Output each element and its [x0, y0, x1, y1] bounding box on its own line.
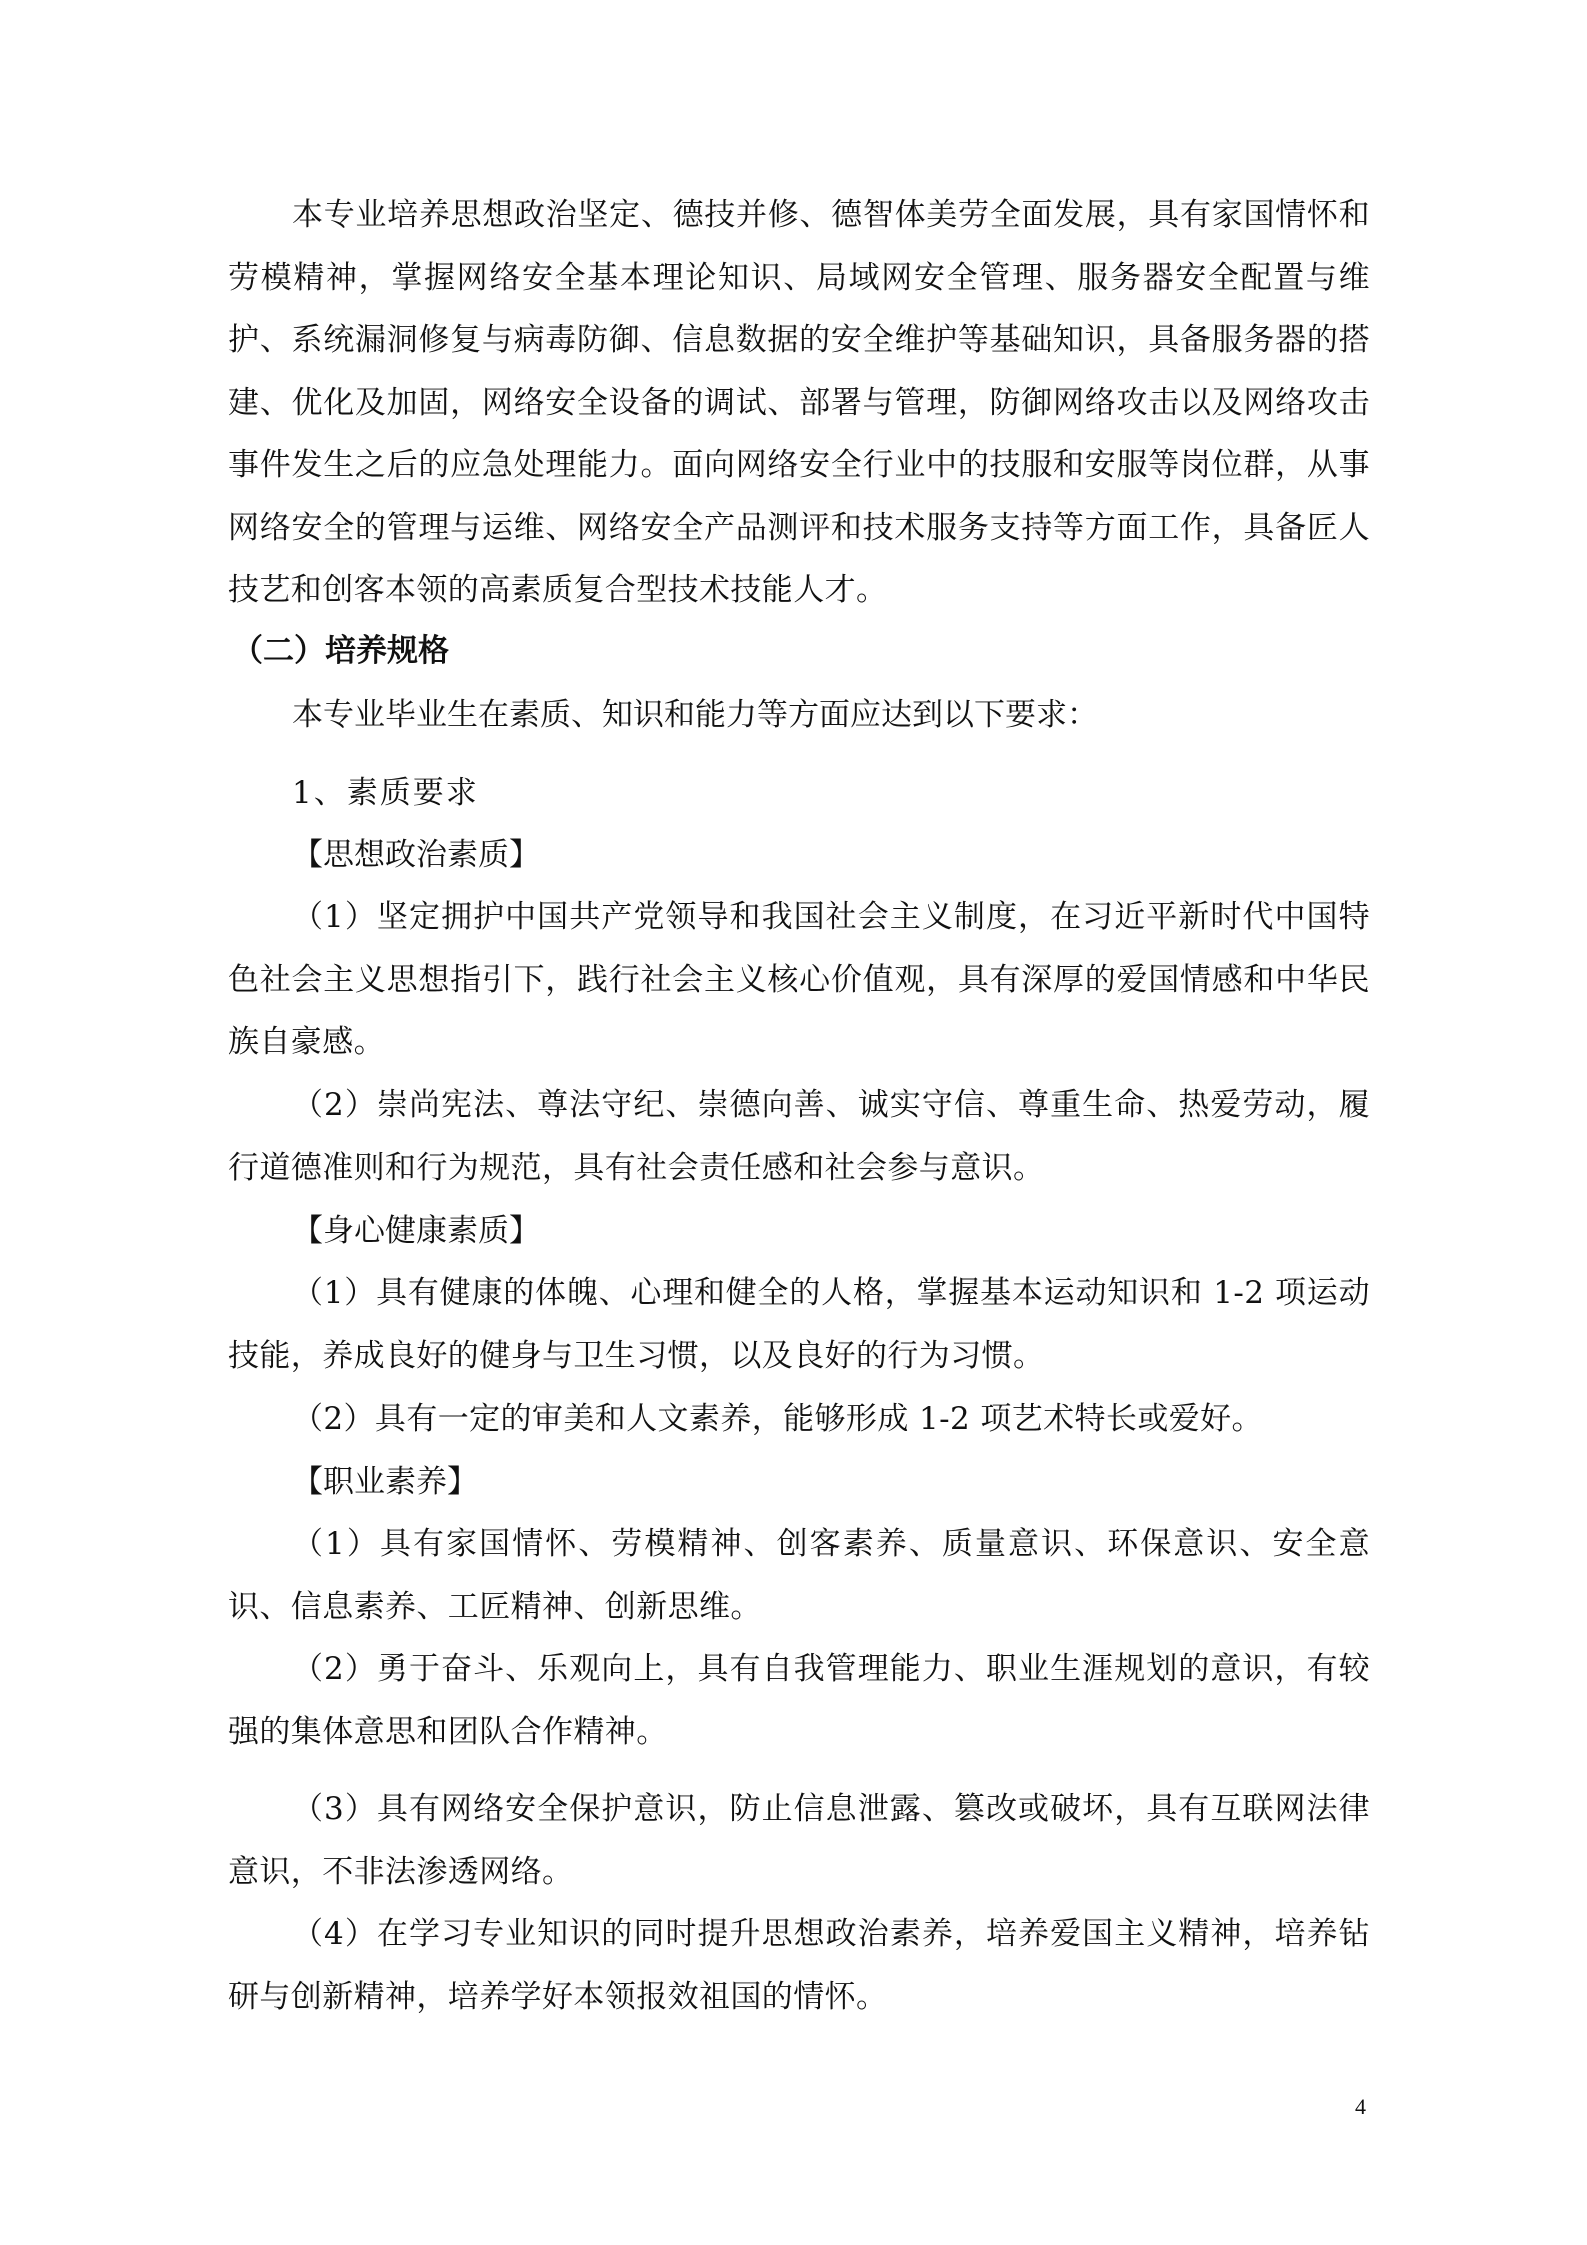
political-item-1: （1）坚定拥护中国共产党领导和我国社会主义制度，在习近平新时代中国特色社会主义思想指引下，践行社会主义核心价值观，具有深厚的爱国情感和中华民族自豪感。	[228, 899, 1370, 1060]
page-number: 4	[1355, 2094, 1366, 2119]
professional-item-1: （1）具有家国情怀、劳模精神、创客素养、质量意识、环保意识、安全意识、信息素养、工匠精神、创新思维。	[228, 1526, 1370, 1625]
professional-item-2: （2）勇于奋斗、乐观向上，具有自我管理能力、职业生涯规划的意识，有较强的集体意思和团队合作精神。	[228, 1651, 1370, 1750]
political-item-2: （2）崇尚宪法、尊法守纪、崇德向善、诚实守信、尊重生命、热爱劳动，履行道德准则和行为规范，具有社会责任感和社会参与意识。	[228, 1087, 1370, 1186]
professional-item-4: （4）在学习专业知识的同时提升思想政治素养，培养爱国主义精神，培养钻研与创新精神，培养学好本领报效祖国的情怀。	[228, 1916, 1370, 2015]
health-item-2: （2）具有一定的审美和人文素养，能够形成 1-2 项艺术特长或爱好。	[292, 1401, 1263, 1437]
health-item-1: （1）具有健康的体魄、心理和健全的人格，掌握基本运动知识和 1-2 项运动技能，养成良好的健身与卫生习惯，以及良好的行为习惯。	[228, 1275, 1370, 1374]
health-heading: 【身心健康素质】	[292, 1213, 540, 1249]
section-heading: （二）培养规格	[232, 633, 449, 669]
professional-item-3: （3）具有网络安全保护意识，防止信息泄露、篡改或破坏，具有互联网法律意识，不非法渗透网络。	[228, 1791, 1370, 1890]
political-heading: 【思想政治素质】	[292, 837, 540, 873]
quality-heading: 1、素质要求	[292, 775, 479, 811]
intro-paragraph: 本专业培养思想政治坚定、德技并修、德智体美劳全面发展，具有家国情怀和劳模精神，掌握网络安全基本理论知识、局域网安全管理、服务器安全配置与维护、系统漏洞修复与病毒防御、信息数据的安全维护等基础知识，具备服务器的搭建、优化及加固，网络安全设备的调试、部署与管理，防御网络攻击以及网络攻击事件发生之后的应急处理能力。面向网络安全行业中的技服和安服等岗位群，从事网络安全的管理与运维、网络安全产品测评和技术服务支持等方面工作，具备匠人技艺和创客本领的高素质复合型技术技能人才。	[228, 197, 1370, 608]
requirements-intro: 本专业毕业生在素质、知识和能力等方面应达到以下要求：	[292, 697, 1098, 733]
professional-heading: 【职业素养】	[292, 1464, 478, 1500]
